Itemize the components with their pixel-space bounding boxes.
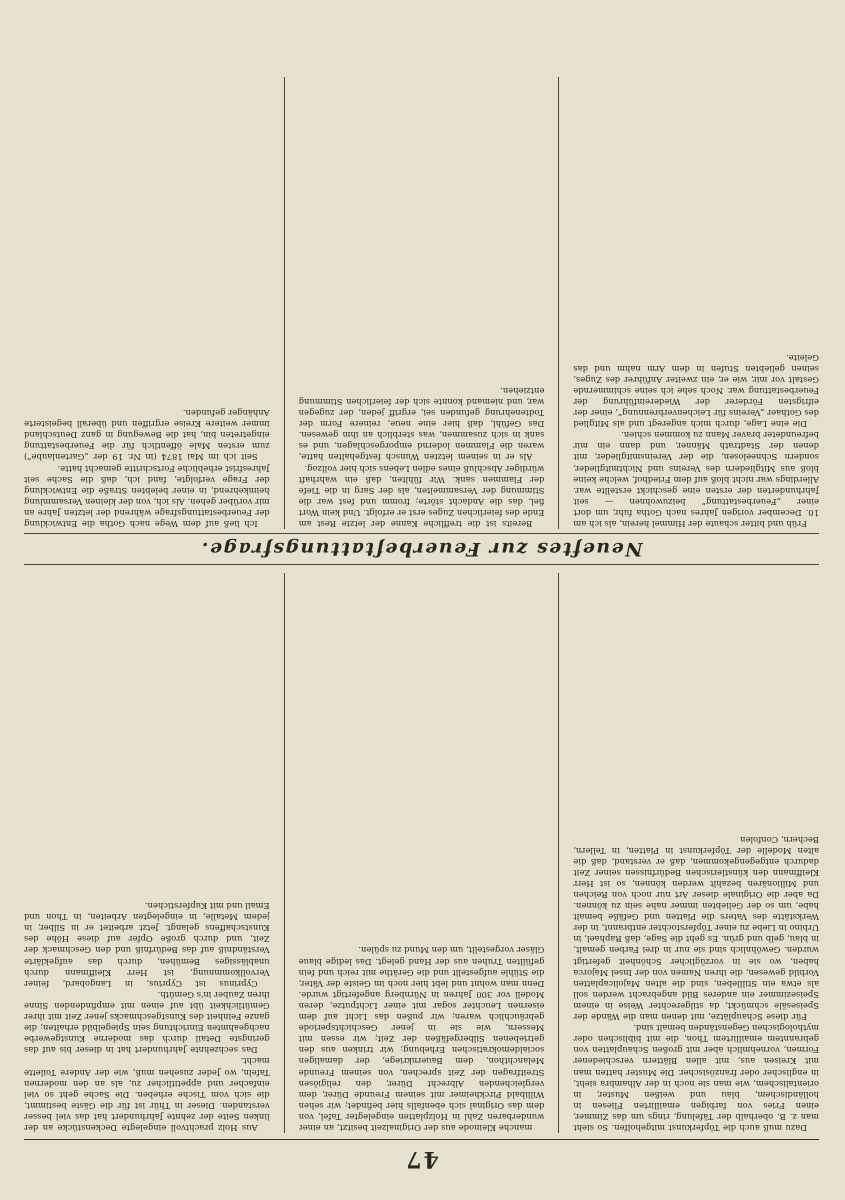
- lower-article-block: [24, 77, 819, 529]
- paragraph: Ich ließ auf dem Wege nach Gotha die Entwicklung der Feuerbestattungsfrage während der letzten Jahre an mir vorüber gehen. Als ich, von der kleinen Versammlung heimkehrend, in einer belebten Straße die Entwicklung der Frage verfolgte, fand ich, daß die Sache seit Jahresfrist erhebliche Fortschritte gemacht hatte.: [23, 463, 270, 529]
- paragraph: Dazu muß auch die Töpferkunst mitgeholfen. So sieht man z. B. oberhalb der Täfelung, rings um das Zimmer, einen Fries von farbigen emaillirten Fliesen in holländischem, blau und weißen Muster, in orientalischem, wie man sie noch in der Alhambra sieht, in englischer oder französischer. Die Muster hatten man mit Kreisen aus, mit allen Blättern verschiedener Formen, vornehmlich aber mit großen Schauplatten von gebranntem emaillirtem Thon, die mit biblischen oder mythologischen Gegenständen bemalt sind.: [573, 1023, 819, 1133]
- upper-column-middle: [299, 573, 545, 1133]
- paragraph: Aus Holz prachtvoll eingelegte Deckenstücke an der linken Seite der zehnte Jahrhundert hat das viel besser verstanden. Dieser in Thür ist für die Gäste bestimmt, die sich vom Tische erheben. Die Sache geht so viel einfacher und appetitlicher zu, als an den modernen Tafeln, wo Jeder zusehen muß, wie der Andere Toilette macht.: [23, 1056, 270, 1133]
- column-divider: [284, 77, 285, 529]
- paragraph: Früh und bitter schaute der Himmel herein, als ich am 10. December vorigen Jahres nach Gotha fuhr, um dort einer „Feuerbestattung“ beizuwohnen — seit Jahrhunderten der ersten eine geschickt erstellte war. Allerdings war nicht bloß auf dem Friedhof, welche keine bloß aus Mitgliedern des Vereins und Nichtmitglieder, sondern Schneelosen, die der Vereinsmitglieder, mit denen der Stadtrath Männer, und dann ein mir befreundeter braver Mann zu kommen schien.: [573, 430, 819, 529]
- article-title: Neueftes zur Feuerbeſtattungsfrage.: [24, 533, 819, 565]
- upper-article-block: [24, 573, 819, 1133]
- paragraph: Die eine Lage, durch mich angeregt und als Mitglied des Gothaer „Vereins für Leichenverbrennung“, einer der eifrigsten Förderer der Wiedereinführung der Feuerbestattung war. Noch sehe ich seine schimmernde Gestalt vor mir, wie er, ein zweiter Anführer des Zuges, seinen geliebten Stufen in dem Arm nahm und das Geleite.: [573, 352, 819, 430]
- paragraph: Cyprinus ist Cyprius, in Langobard, feiner Vervollkommnung, ist Herr Kleiffmann durch unablässiges Bemühen, durch das aufgeklärte Verständniß auf das Bedürfniß und den Geschmack der Zeit, und durch große Opfer auf diese Höhe des Kunstschaffens gelangt. Jetzt arbeitet er in Silber, in jedem Metalle, in eingelegten Arbeiten, in Thon und Email und mit Kupferstichen.: [23, 901, 270, 989]
- paragraph: manche Kleinode aus der Originalzeit besitzt, an einer wunderbaren Zahl in Holzplatten eingelegter Tafel, von dem das Original sich ebenfalls hier befindet; wir sehen Willibald Pirckheimer mit seinem Freunde Dürer, dem vergleichenden Albrecht Dürer, den religiösen Streitfragen der Zeit sprechen, von seinem Freunde Melanchthon, dem Bauernkriege, der damaligen socialdemokratischen Erhebung; wir trinken aus den getriebenen Silbergefäßen der Zeit; wir essen mit Messern, wie sie in jener Geschichtsperiode gebräuchlich waren; wir pußen das Licht auf dem eisernen Leuchter sogar mit einer Lichtputze, deren Modell vor 300 Jahren in Nürnberg angefertigt wurde. Denn man wohnt und lebt hier noch im Geiste der Väter, die Stühle aufgestellt und die Geräthe mit reich und fein gefüllten Truhen aus der Hand gelegt. Das ledige blaue Gläser vorgestellt, um den Mund zu spülen.: [298, 945, 545, 1133]
- paragraph: Seit ich im Mai 1874 (in Nr. 19 der „Gartenlaube“) zum ersten Male öffentlich für die Feuerbestattung eingetreten bin, hat die Bewegung in ganz Deutschland immer weitere Kreise ergriffen und überall begeisterte Anhänger gefunden.: [23, 408, 270, 463]
- paragraph: Für diese Schauplätze, mit denen man die Wände der Speisesäle schmückt, da stilgerechter Weise in einem Speisezimmer ein anderes Bild angebracht werden soll als etwa ein Stillleben, sind die alten Majolicaplatten Vorbild gewesen, die ihren Namen von der Insel Majorca haben, wo sie in vorzüglicher Schönheit gefertigt wurden. Gewöhnlich sind sie nur in drei Farben gemalt, in blau, gelb und grün. Es geht die Sage, daß Raphael, in Urbino in Liebe zu einer Töpferstochter entbrannt, in der Werkstätte des Vaters die Platten und Gefäße bemalt habe, um so der Geliebten immer nahe sein zu können. Da aber die Originale dieser Art nur noch von Reichen und Millionären bezahlt werden können, so ist Herr Kleiffmann den künstlerischen Bedürfnissen seiner Zeit dadurch entgegengekommen, daß er verstand, daß die alten Modelle der Töpferkunst in Platten, in Tellern, Bechern, Confolen: [573, 834, 819, 1023]
- header-rule: [24, 1139, 819, 1140]
- paragraph: Das sechzehnte Jahrhundert hat in dieser bis auf das geringste Detail durch das moderne Kunstgewerbe nachgeahmten Einrichtung sein Spiegelbild erhalten; die ganze Feinheit des Kunstgeschmacks jener Zeit mit ihrer Gemütlichkeit übt auf einen mit empfindenden Sinne ihren Zauber in's Gemüth.: [23, 989, 270, 1056]
- lower-column-right: [24, 77, 270, 529]
- upper-column-left: [573, 573, 819, 1133]
- lower-column-left: [573, 77, 819, 529]
- column-divider: [284, 573, 285, 1133]
- lower-column-middle: [299, 77, 545, 529]
- paragraph: Als er in seinem letzten Wunsch festgehalten hatte, waren die Flammen lodernd emporgeschlagen, und es sank in sich zusammen, was sterblich an ihm gewesen. Das Gefühl, daß hier eine neue, reinere Form der Todtenehrung gefunden sei, ergriff jeden, der zugegen war, und niemand konnte sich der feierlichen Stimmung entziehen.: [298, 385, 545, 463]
- column-divider: [558, 77, 559, 529]
- page-number: 47: [404, 1146, 439, 1172]
- column-divider: [558, 573, 559, 1133]
- paragraph: Bereits ist die treffliche Kanne der letzte Rest am Ende des feierlichen Zuges erst er erfolgt. Und kein Wort fiel, das die Andacht störte; fromm und fest war die Stimmung der Versammelten, als der Sarg in die Tiefe der Flammen sank. Wir fühlten, daß ein wahrhaft würdiger Abschluß eines edlen Lebens sich hier vollzog.: [298, 463, 545, 529]
- upper-column-right: [24, 573, 270, 1133]
